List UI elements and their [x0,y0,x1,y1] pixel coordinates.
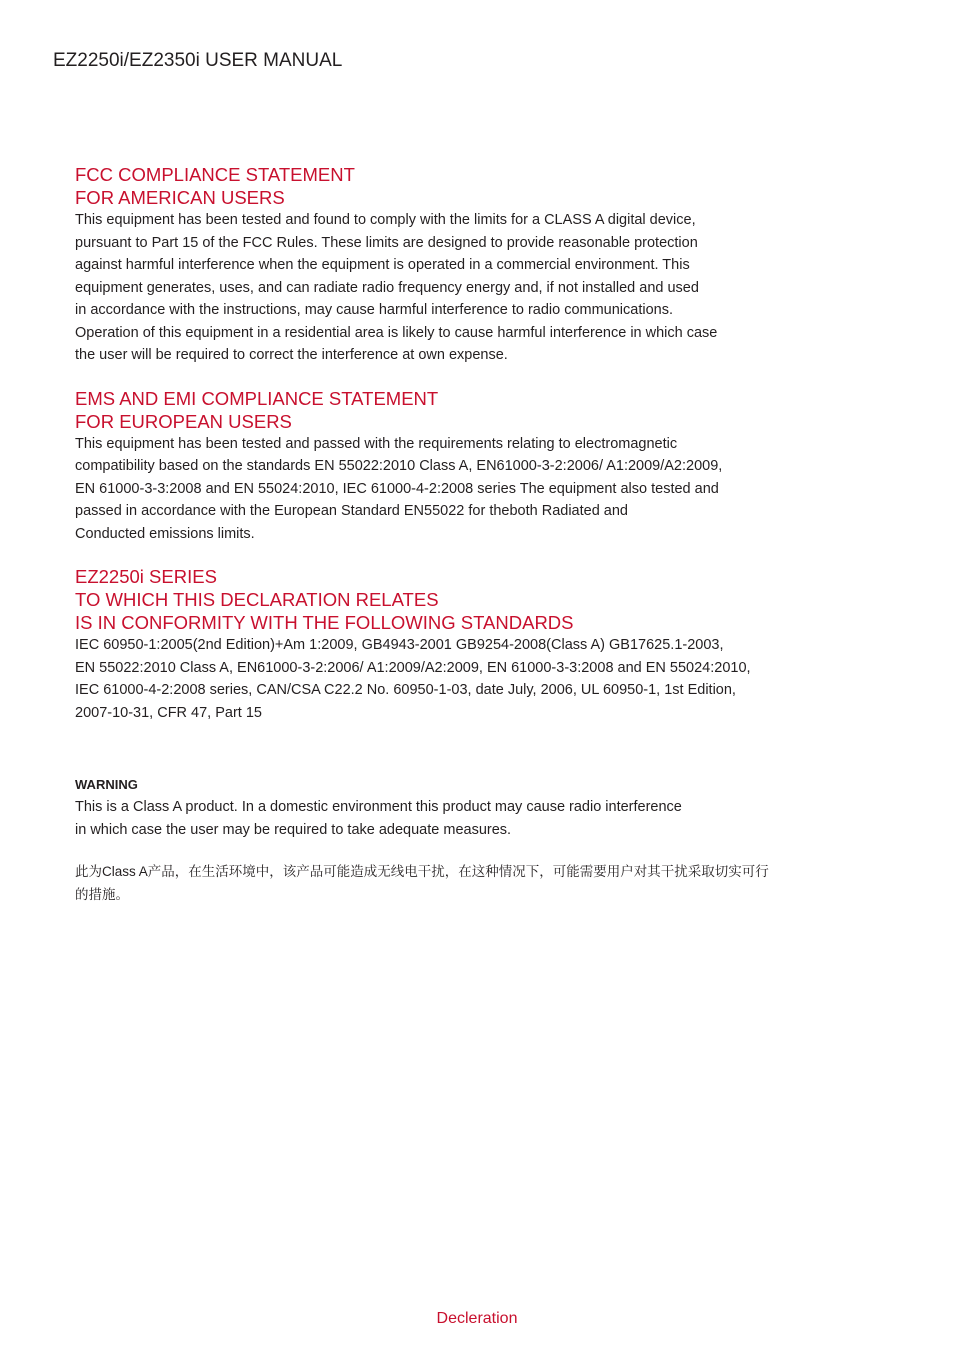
body-line: the user will be required to correct the interference at own expense. [75,347,508,363]
section-title-line: IS IN CONFORMITY WITH THE FOLLOWING STANDARDS [75,612,574,633]
body-line: 的措施。 [75,886,129,902]
body-line: 此为Class A产品，在生活环境中，该产品可能造成无线电干扰，在这种情况下，可能需要用户对其干扰采取切实可行 [75,864,769,879]
warning-chinese-body [75,861,835,906]
body-line: in accordance with the instructions, may cause harmful interference to radio communications. [75,302,674,318]
body-line: Operation of this equipment in a residential area is likely to cause harmful interference in which case [75,324,718,341]
section-title-line: EZ2250i SERIES [75,566,217,587]
body-line: equipment generates, uses, and can radiate radio frequency energy and, if not installed and used [75,279,699,296]
section-title-line: FOR EUROPEAN USERS [75,410,292,432]
warning-section [75,774,835,906]
body-line: EN 55022:2010 Class A, EN61000-3-2:2006/ A1:2009/A2:2009, EN 61000-3-3:2008 and EN 55024:2010, [75,659,751,676]
fcc-section-title [75,163,835,209]
section-title-line: EMS AND EMI COMPLIANCE STATEMENT [75,387,439,409]
standards-section [75,565,835,724]
warning-body [75,796,835,841]
document-body [75,163,835,906]
body-line: EN 61000-3-3:2008 and EN 55024:2010, IEC 61000-4-2:2008 series The equipment also tested and [75,480,719,497]
body-line: This equipment has been tested and passed with the requirements relating to electromagnetic [75,435,678,452]
section-title-line: TO WHICH THIS DECLARATION RELATES [75,589,439,610]
section-title-line: FCC COMPLIANCE STATEMENT [75,164,355,185]
ems-emi-section-body [75,433,835,546]
ems-emi-section [75,387,835,546]
footer-page-label: Decleration [436,1310,518,1327]
body-line: in which case the user may be required to take adequate measures. [75,821,512,838]
body-line: Conducted emissions limits. [75,525,255,542]
body-line: This equipment has been tested and found to comply with the limits for a CLASS A digital device, [75,212,696,228]
fcc-section [75,163,835,367]
body-line: This is a Class A product. In a domestic environment this product may cause radio interference [75,799,682,815]
fcc-section-body [75,209,835,367]
standards-section-title [75,565,835,634]
body-line: passed in accordance with the European Standard EN55022 for theboth Radiated and [75,503,628,519]
ems-emi-section-title [75,387,835,433]
page-header-title: EZ2250i/EZ2350i USER MANUAL [53,50,343,71]
body-line: against harmful interference when the equipment is operated in a commercial environment. This [75,257,690,273]
section-title-line: FOR AMERICAN USERS [75,187,285,208]
body-line: IEC 61000-4-2:2008 series, CAN/CSA C22.2 No. 60950-1-03, date July, 2006, UL 60950-1, 1st Edition, [75,682,736,698]
body-line: pursuant to Part 15 of the FCC Rules. These limits are designed to provide reasonable protection [75,234,698,251]
warning-title: WARNING [75,777,138,792]
body-line: compatibility based on the standards EN 55022:2010 Class A, EN61000-3-2:2006/ A1:2009/A2:2009, [75,458,723,474]
body-line: IEC 60950-1:2005(2nd Edition)+Am 1:2009, GB4943-2001 GB9254-2008(Class A) GB17625.1-2003, [75,637,724,653]
body-line: 2007-10-31, CFR 47, Part 15 [75,704,262,721]
standards-section-body [75,634,835,724]
